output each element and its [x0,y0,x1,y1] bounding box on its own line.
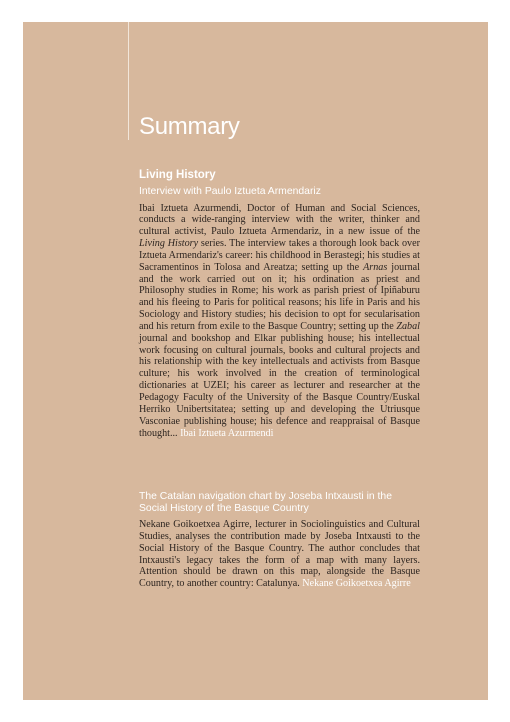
body-text: journal and the work carried out on it; his ordination as priest and Philosophy studies in Rome; his work as parish priest of Ipiñaburu and his fleeing to Paris for political reasons; his life in Paris and his Sociology and History studies; his decision to opt for secularisation and his return from exile to the Basque Country; setting up the [139,261,420,332]
section-subheading: The Catalan navigation chart by Joseba Intxausti in the Social History of the Basque Country [139,491,392,514]
section-body [139,203,420,440]
page-title: Summary [139,113,240,140]
author-name: Ibai Iztueta Azurmendi [180,427,274,439]
author-name: Nekane Goikoetxea Agirre [302,578,411,590]
section-catalan-navigation-chart [139,491,420,590]
journal-title-zabal: Zabal [396,320,420,332]
journal-title-arnas: Arnas [363,261,388,273]
section-subheading: Interview with Paulo Iztueta Armendariz [139,186,321,197]
section-body [139,519,420,590]
decorative-divider [128,22,129,140]
section-living-history [139,168,420,439]
series-title: Living History [139,238,199,250]
section-heading: Living History [139,169,216,181]
body-text: Nekane Goikoetxea Agirre, lecturer in Sociolinguistics and Cultural Studies, analyses the contribution made by Joseba Intxausti to the Social History of the Basque Country. The author concludes that Intxausti's legacy takes the form of a map with many layers. Attention should be drawn on this map, alongside the Basque Country, to another country: Catalunya. [139,519,420,590]
body-text: series. The interview takes a thorough look back over Iztueta Armendariz's career: his childhood in Berastegi; his studies at Sacramentinos in Tolosa and Areatza; setting up the [139,238,420,273]
body-text: Ibai Iztueta Azurmendi, Doctor of Human and Social Sciences, conducts a wide-ranging interview with the writer, thinker and cultural activist, Paulo Iztueta Armendariz, in a new issue of the [139,202,420,238]
body-text: journal and bookshop and Elkar publishing house; his intellectual work focusing on cultural journals, books and cultural projects and his relationship with the key intellectuals and activists from Basque culture; his work involved in the creation of terminological dictionaries at UZEI; his career as lecturer and researcher at the Pedagogy Faculty of the University of the Basque Country/Euskal Herriko Unibertsitatea; setting up and developing the Utriusque Vasconiae publishing house; his defence and reappraisal of Basque thought... [139,332,420,439]
